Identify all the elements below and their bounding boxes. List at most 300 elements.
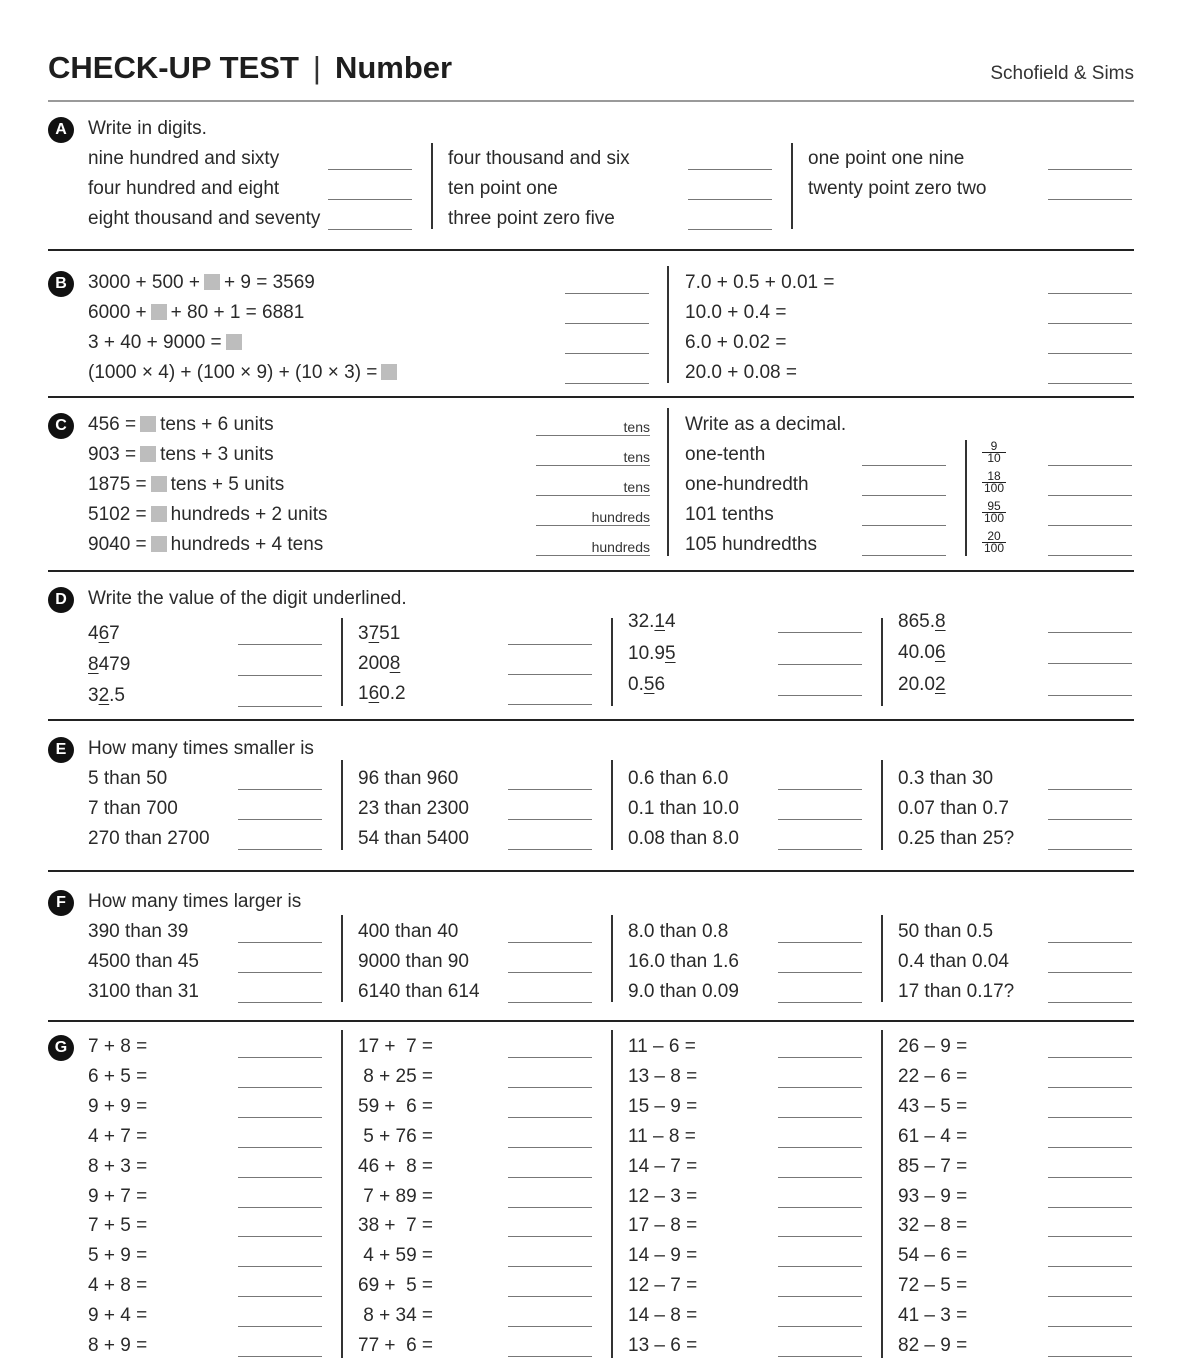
answer-line[interactable]	[508, 1002, 592, 1003]
question-text: 270 than 2700	[88, 828, 210, 849]
section-divider	[48, 570, 1134, 572]
section-divider	[48, 249, 1134, 251]
arithmetic-fact: 4 + 59 =	[358, 1245, 434, 1266]
title-left: CHECK-UP TEST	[48, 50, 299, 85]
unit-label: tens	[623, 419, 650, 435]
column-divider	[791, 143, 793, 229]
answer-line[interactable]	[778, 972, 862, 973]
answer-line[interactable]	[1048, 1117, 1132, 1118]
section-e-badge: E	[48, 737, 74, 763]
answer-line[interactable]	[862, 495, 946, 496]
question-text: one-hundredth	[685, 474, 809, 495]
number-with-underlined-digit	[88, 653, 130, 677]
answer-line[interactable]	[238, 1147, 322, 1148]
answer-line[interactable]	[508, 1117, 592, 1118]
answer-line[interactable]	[778, 1057, 862, 1058]
answer-line[interactable]	[508, 819, 592, 820]
answer-line[interactable]	[778, 1087, 862, 1088]
answer-line[interactable]	[238, 1177, 322, 1178]
equation-part: tens + 5 units	[170, 474, 285, 495]
arithmetic-fact: 46 + 8 =	[358, 1156, 434, 1177]
digits-before: 1	[358, 683, 369, 704]
answer-line[interactable]	[238, 819, 322, 820]
digits-before: 3	[88, 685, 99, 706]
answer-line[interactable]	[1048, 1266, 1132, 1267]
answer-line[interactable]	[508, 942, 592, 943]
arithmetic-fact: 32 – 8 =	[898, 1215, 968, 1236]
answer-line[interactable]	[688, 169, 772, 170]
section-f-badge: F	[48, 890, 74, 916]
answer-line[interactable]	[1048, 1326, 1132, 1327]
arithmetic-fact: 14 – 7 =	[628, 1156, 698, 1177]
arithmetic-fact: 8 + 34 =	[358, 1305, 434, 1326]
section-divider	[48, 396, 1134, 398]
question-text: 105 hundredths	[685, 534, 818, 555]
answer-line[interactable]	[1048, 323, 1132, 324]
answer-line[interactable]	[508, 704, 592, 705]
answer-line[interactable]	[1048, 789, 1132, 790]
question-text: 7 than 700	[88, 798, 178, 819]
answer-line[interactable]	[238, 644, 322, 645]
digits-before: 4	[88, 623, 99, 644]
fraction	[982, 501, 1006, 524]
unit-label: hundreds	[591, 539, 650, 555]
answer-line[interactable]	[508, 1087, 592, 1088]
answer-line[interactable]	[1048, 465, 1132, 466]
answer-line[interactable]	[862, 555, 946, 556]
answer-line[interactable]	[778, 1207, 862, 1208]
answer-line[interactable]	[238, 1296, 322, 1297]
arithmetic-fact: 12 – 7 =	[628, 1275, 698, 1296]
numerator: 20	[982, 531, 1006, 543]
answer-line[interactable]	[1048, 293, 1132, 294]
equation	[88, 443, 274, 467]
question-text: 5 than 50	[88, 768, 168, 789]
digits-before: 865.	[898, 611, 935, 632]
question-text: 0.25 than 25?	[898, 828, 1015, 849]
answer-line[interactable]	[778, 1147, 862, 1148]
section-d-badge: D	[48, 587, 74, 613]
question-text: 4500 than 45	[88, 951, 199, 972]
answer-line[interactable]	[238, 1117, 322, 1118]
missing-number-box[interactable]	[140, 416, 156, 432]
answer-line[interactable]	[1048, 525, 1132, 526]
equation-part: 903 =	[88, 444, 137, 465]
answer-line[interactable]	[565, 353, 649, 354]
arithmetic-fact: 14 – 8 =	[628, 1305, 698, 1326]
underlined-digit: 7	[368, 623, 380, 644]
answer-line[interactable]	[1048, 1207, 1132, 1208]
fraction	[982, 441, 1006, 464]
answer-line[interactable]	[508, 1266, 592, 1267]
underlined-digit: 1	[654, 611, 665, 632]
answer-line[interactable]	[862, 465, 946, 466]
column-divider	[965, 440, 967, 556]
arithmetic-fact: 5 + 9 =	[88, 1245, 148, 1266]
answer-line[interactable]	[688, 229, 772, 230]
answer-line[interactable]	[1048, 383, 1132, 384]
answer-line[interactable]	[508, 1057, 592, 1058]
answer-line[interactable]	[238, 1057, 322, 1058]
equation-part: 3000 + 500 +	[88, 272, 200, 293]
answer-line[interactable]	[778, 1177, 862, 1178]
answer-line[interactable]	[778, 819, 862, 820]
column-divider	[341, 1030, 343, 1358]
column-divider	[611, 915, 613, 1002]
answer-line[interactable]	[778, 1296, 862, 1297]
answer-line[interactable]	[238, 849, 322, 850]
missing-number-box[interactable]	[204, 274, 220, 290]
numerator: 95	[982, 501, 1006, 513]
answer-line[interactable]	[238, 1207, 322, 1208]
answer-line[interactable]	[536, 525, 650, 526]
underlined-digit: 2	[934, 674, 946, 695]
underlined-digit: 6	[98, 623, 110, 644]
answer-line[interactable]	[1048, 663, 1132, 664]
underlined-digit: 6	[368, 683, 380, 704]
digits-after: 6	[654, 674, 666, 695]
numerator: 18	[982, 471, 1006, 483]
answer-line[interactable]	[1048, 1236, 1132, 1237]
answer-line[interactable]	[508, 674, 592, 675]
question-text: 400 than 40	[358, 921, 459, 942]
number-with-underlined-digit	[358, 622, 400, 646]
question-text: twenty point zero two	[808, 178, 987, 199]
denominator: 10	[987, 451, 1001, 465]
column-divider	[881, 1030, 883, 1358]
equation	[88, 473, 284, 497]
denominator: 100	[983, 511, 1005, 525]
arithmetic-fact: 93 – 9 =	[898, 1186, 968, 1207]
arithmetic-fact: 54 – 6 =	[898, 1245, 968, 1266]
number-with-underlined-digit	[358, 682, 406, 706]
section-f-instruction: How many times larger is	[88, 891, 302, 912]
answer-line[interactable]	[778, 789, 862, 790]
digits-after: 479	[98, 654, 131, 675]
answer-line[interactable]	[536, 495, 650, 496]
arithmetic-fact: 7 + 5 =	[88, 1215, 148, 1236]
answer-line[interactable]	[1048, 695, 1132, 696]
arithmetic-fact: 14 – 9 =	[628, 1245, 698, 1266]
section-divider	[48, 719, 1134, 721]
question-text: three point zero five	[448, 208, 615, 229]
answer-line[interactable]	[1048, 1057, 1132, 1058]
answer-line[interactable]	[1048, 1002, 1132, 1003]
denominator: 100	[983, 541, 1005, 555]
number-with-underlined-digit	[628, 610, 676, 634]
answer-line[interactable]	[508, 1177, 592, 1178]
section-b-badge: B	[48, 271, 74, 297]
arithmetic-fact: 7 + 89 =	[358, 1186, 434, 1207]
question-text: 3100 than 31	[88, 981, 199, 1002]
answer-line[interactable]	[1048, 353, 1132, 354]
arithmetic-fact: 8 + 9 =	[88, 1335, 148, 1356]
number-with-underlined-digit	[898, 610, 946, 634]
underlined-digit: 5	[664, 643, 676, 664]
unit-label: hundreds	[591, 509, 650, 525]
title-right: Number	[334, 50, 453, 85]
equation	[88, 413, 274, 437]
equation	[88, 361, 401, 385]
answer-line[interactable]	[1048, 942, 1132, 943]
answer-line[interactable]	[778, 1266, 862, 1267]
equation-part: (1000 × 4) + (100 × 9) + (10 × 3) =	[88, 362, 378, 383]
arithmetic-fact: 17 + 7 =	[358, 1036, 434, 1057]
question-text: ten point one	[448, 178, 558, 199]
answer-line[interactable]	[238, 1087, 322, 1088]
arithmetic-fact: 4 + 8 =	[88, 1275, 148, 1296]
column-divider	[341, 915, 343, 1002]
answer-line[interactable]	[778, 632, 862, 633]
arithmetic-fact: 9 + 4 =	[88, 1305, 148, 1326]
answer-line[interactable]	[565, 293, 649, 294]
question-text: 0.1 than 10.0	[628, 798, 739, 819]
digits-after: 4	[665, 611, 676, 632]
missing-number-box[interactable]	[151, 536, 167, 552]
arithmetic-fact: 12 – 3 =	[628, 1186, 698, 1207]
section-a-badge: A	[48, 117, 74, 143]
missing-number-box[interactable]	[226, 334, 242, 350]
equation-part: + 9 = 3569	[224, 272, 315, 293]
equation-part: 9040 =	[88, 534, 147, 555]
arithmetic-fact: 11 – 8 =	[628, 1126, 696, 1147]
column-divider	[667, 266, 669, 383]
answer-line[interactable]	[508, 1356, 592, 1357]
equation: 6.0 + 0.02 =	[685, 332, 787, 353]
column-divider	[611, 618, 613, 706]
question-text: 0.6 than 6.0	[628, 768, 729, 789]
answer-line[interactable]	[508, 1147, 592, 1148]
answer-line[interactable]	[778, 942, 862, 943]
answer-line[interactable]	[328, 199, 412, 200]
arithmetic-fact: 82 – 9 =	[898, 1335, 968, 1356]
arithmetic-fact: 38 + 7 =	[358, 1215, 434, 1236]
answer-line[interactable]	[508, 849, 592, 850]
underlined-digit: 8	[934, 611, 946, 632]
answer-line[interactable]	[1048, 169, 1132, 170]
underlined-digit: 8	[389, 653, 401, 674]
underlined-digit: 6	[934, 642, 946, 663]
answer-line[interactable]	[778, 1117, 862, 1118]
arithmetic-fact: 9 + 7 =	[88, 1186, 148, 1207]
arithmetic-fact: 6 + 5 =	[88, 1066, 148, 1087]
missing-number-box[interactable]	[151, 304, 167, 320]
answer-line[interactable]	[508, 1296, 592, 1297]
arithmetic-fact: 8 + 3 =	[88, 1156, 148, 1177]
equation-part: 5102 =	[88, 504, 147, 525]
answer-line[interactable]	[238, 972, 322, 973]
equation: 10.0 + 0.4 =	[685, 302, 787, 323]
answer-line[interactable]	[238, 675, 322, 676]
answer-line[interactable]	[238, 942, 322, 943]
unit-label: tens	[623, 479, 650, 495]
missing-number-box[interactable]	[151, 506, 167, 522]
digits-after: .5	[109, 685, 126, 706]
equation	[88, 331, 246, 355]
underlined-digit: 5	[643, 674, 655, 695]
missing-number-box[interactable]	[151, 476, 167, 492]
number-with-underlined-digit	[88, 684, 125, 708]
answer-line[interactable]	[1048, 819, 1132, 820]
answer-line[interactable]	[1048, 972, 1132, 973]
digits-before: 10.9	[628, 643, 665, 664]
arithmetic-fact: 11 – 6 =	[628, 1036, 696, 1057]
answer-line[interactable]	[508, 972, 592, 973]
arithmetic-fact: 8 + 25 =	[358, 1066, 434, 1087]
arithmetic-fact: 85 – 7 =	[898, 1156, 968, 1177]
question-text: one point one nine	[808, 148, 965, 169]
answer-line[interactable]	[328, 169, 412, 170]
underlined-digit: 8	[88, 654, 99, 675]
digits-before: 40.0	[898, 642, 935, 663]
answer-line[interactable]	[778, 1326, 862, 1327]
equation-part: 6000 +	[88, 302, 147, 323]
equation	[88, 503, 328, 527]
section-d-instruction: Write the value of the digit underlined.	[88, 588, 407, 609]
answer-line[interactable]	[536, 555, 650, 556]
answer-line[interactable]	[1048, 1147, 1132, 1148]
arithmetic-fact: 61 – 4 =	[898, 1126, 968, 1147]
answer-line[interactable]	[778, 664, 862, 665]
answer-line[interactable]	[536, 465, 650, 466]
answer-line[interactable]	[508, 1326, 592, 1327]
column-divider	[431, 143, 433, 229]
arithmetic-fact: 72 – 5 =	[898, 1275, 968, 1296]
answer-line[interactable]	[508, 1236, 592, 1237]
section-divider	[48, 1020, 1134, 1022]
column-divider	[667, 408, 669, 556]
answer-line[interactable]	[688, 199, 772, 200]
question-text: one-tenth	[685, 444, 766, 465]
column-divider	[881, 915, 883, 1002]
answer-line[interactable]	[778, 695, 862, 696]
question-text: eight thousand and seventy	[88, 208, 321, 229]
missing-number-box[interactable]	[381, 364, 397, 380]
title-separator: |	[312, 50, 321, 85]
answer-line[interactable]	[328, 229, 412, 230]
arithmetic-fact: 26 – 9 =	[898, 1036, 968, 1057]
answer-line[interactable]	[238, 1236, 322, 1237]
column-divider	[341, 618, 343, 706]
answer-line[interactable]	[778, 1002, 862, 1003]
section-a-instruction: Write in digits.	[88, 118, 207, 139]
answer-line[interactable]	[536, 435, 650, 436]
denominator: 100	[983, 481, 1005, 495]
column-divider	[341, 760, 343, 850]
equation: 7.0 + 0.5 + 0.01 =	[685, 272, 835, 293]
arithmetic-fact: 4 + 7 =	[88, 1126, 148, 1147]
answer-line[interactable]	[1048, 495, 1132, 496]
digits-before: 200	[358, 653, 390, 674]
answer-line[interactable]	[565, 323, 649, 324]
question-text: 6140 than 614	[358, 981, 480, 1002]
digits-before: 20.0	[898, 674, 935, 695]
answer-line[interactable]	[238, 706, 322, 707]
question-text: 23 than 2300	[358, 798, 469, 819]
question-text: 16.0 than 1.6	[628, 951, 739, 972]
answer-line[interactable]	[238, 1002, 322, 1003]
answer-line[interactable]	[778, 1356, 862, 1357]
column-divider	[611, 760, 613, 850]
numerator: 9	[982, 441, 1006, 453]
equation-part: 456 =	[88, 414, 137, 435]
column-divider	[881, 618, 883, 706]
fraction	[982, 471, 1006, 494]
equation	[88, 301, 304, 325]
answer-line[interactable]	[1048, 849, 1132, 850]
equation-part: hundreds + 4 tens	[170, 534, 324, 555]
number-with-underlined-digit	[358, 652, 400, 676]
answer-line[interactable]	[238, 1326, 322, 1327]
answer-line[interactable]	[238, 1356, 322, 1357]
answer-line[interactable]	[565, 383, 649, 384]
section-divider	[48, 870, 1134, 872]
answer-line[interactable]	[778, 1236, 862, 1237]
question-text: four hundred and eight	[88, 178, 280, 199]
question-text: 9000 than 90	[358, 951, 469, 972]
number-with-underlined-digit	[898, 641, 946, 665]
arithmetic-fact: 13 – 8 =	[628, 1066, 698, 1087]
arithmetic-fact: 59 + 6 =	[358, 1096, 434, 1117]
digits-after: 0.2	[379, 683, 406, 704]
answer-line[interactable]	[862, 525, 946, 526]
arithmetic-fact: 43 – 5 =	[898, 1096, 968, 1117]
digits-after: 51	[379, 623, 401, 644]
question-text: 96 than 960	[358, 768, 459, 789]
answer-line[interactable]	[1048, 199, 1132, 200]
equation-part: tens + 6 units	[160, 414, 274, 435]
arithmetic-fact: 9 + 9 =	[88, 1096, 148, 1117]
answer-line[interactable]	[238, 789, 322, 790]
unit-label: tens	[623, 449, 650, 465]
header-divider	[48, 100, 1134, 102]
answer-line[interactable]	[1048, 1087, 1132, 1088]
answer-line[interactable]	[238, 1266, 322, 1267]
equation-part: hundreds + 2 units	[170, 504, 328, 525]
arithmetic-fact: 22 – 6 =	[898, 1066, 968, 1087]
answer-line[interactable]	[1048, 1296, 1132, 1297]
question-text: 17 than 0.17?	[898, 981, 1015, 1002]
answer-line[interactable]	[1048, 1177, 1132, 1178]
question-text: four thousand and six	[448, 148, 630, 169]
section-c-instruction: Write as a decimal.	[685, 414, 847, 435]
answer-line[interactable]	[508, 1207, 592, 1208]
answer-line[interactable]	[1048, 1356, 1132, 1357]
missing-number-box[interactable]	[140, 446, 156, 462]
question-text: nine hundred and sixty	[88, 148, 280, 169]
question-text: 9.0 than 0.09	[628, 981, 739, 1002]
question-text: 50 than 0.5	[898, 921, 994, 942]
digits-before: 3	[358, 623, 369, 644]
fraction	[982, 531, 1006, 554]
underlined-digit: 2	[98, 685, 110, 706]
number-with-underlined-digit	[628, 673, 665, 697]
digits-before: 32.	[628, 611, 655, 632]
question-text: 8.0 than 0.8	[628, 921, 729, 942]
arithmetic-fact: 15 – 9 =	[628, 1096, 698, 1117]
answer-line[interactable]	[1048, 555, 1132, 556]
equation: 20.0 + 0.08 =	[685, 362, 797, 383]
digits-before: 0.	[628, 674, 644, 695]
section-e-instruction: How many times smaller is	[88, 738, 314, 759]
question-text: 0.08 than 8.0	[628, 828, 739, 849]
answer-line[interactable]	[1048, 632, 1132, 633]
answer-line[interactable]	[508, 789, 592, 790]
arithmetic-fact: 41 – 3 =	[898, 1305, 968, 1326]
answer-line[interactable]	[508, 644, 592, 645]
answer-line[interactable]	[778, 849, 862, 850]
number-with-underlined-digit	[628, 642, 676, 666]
